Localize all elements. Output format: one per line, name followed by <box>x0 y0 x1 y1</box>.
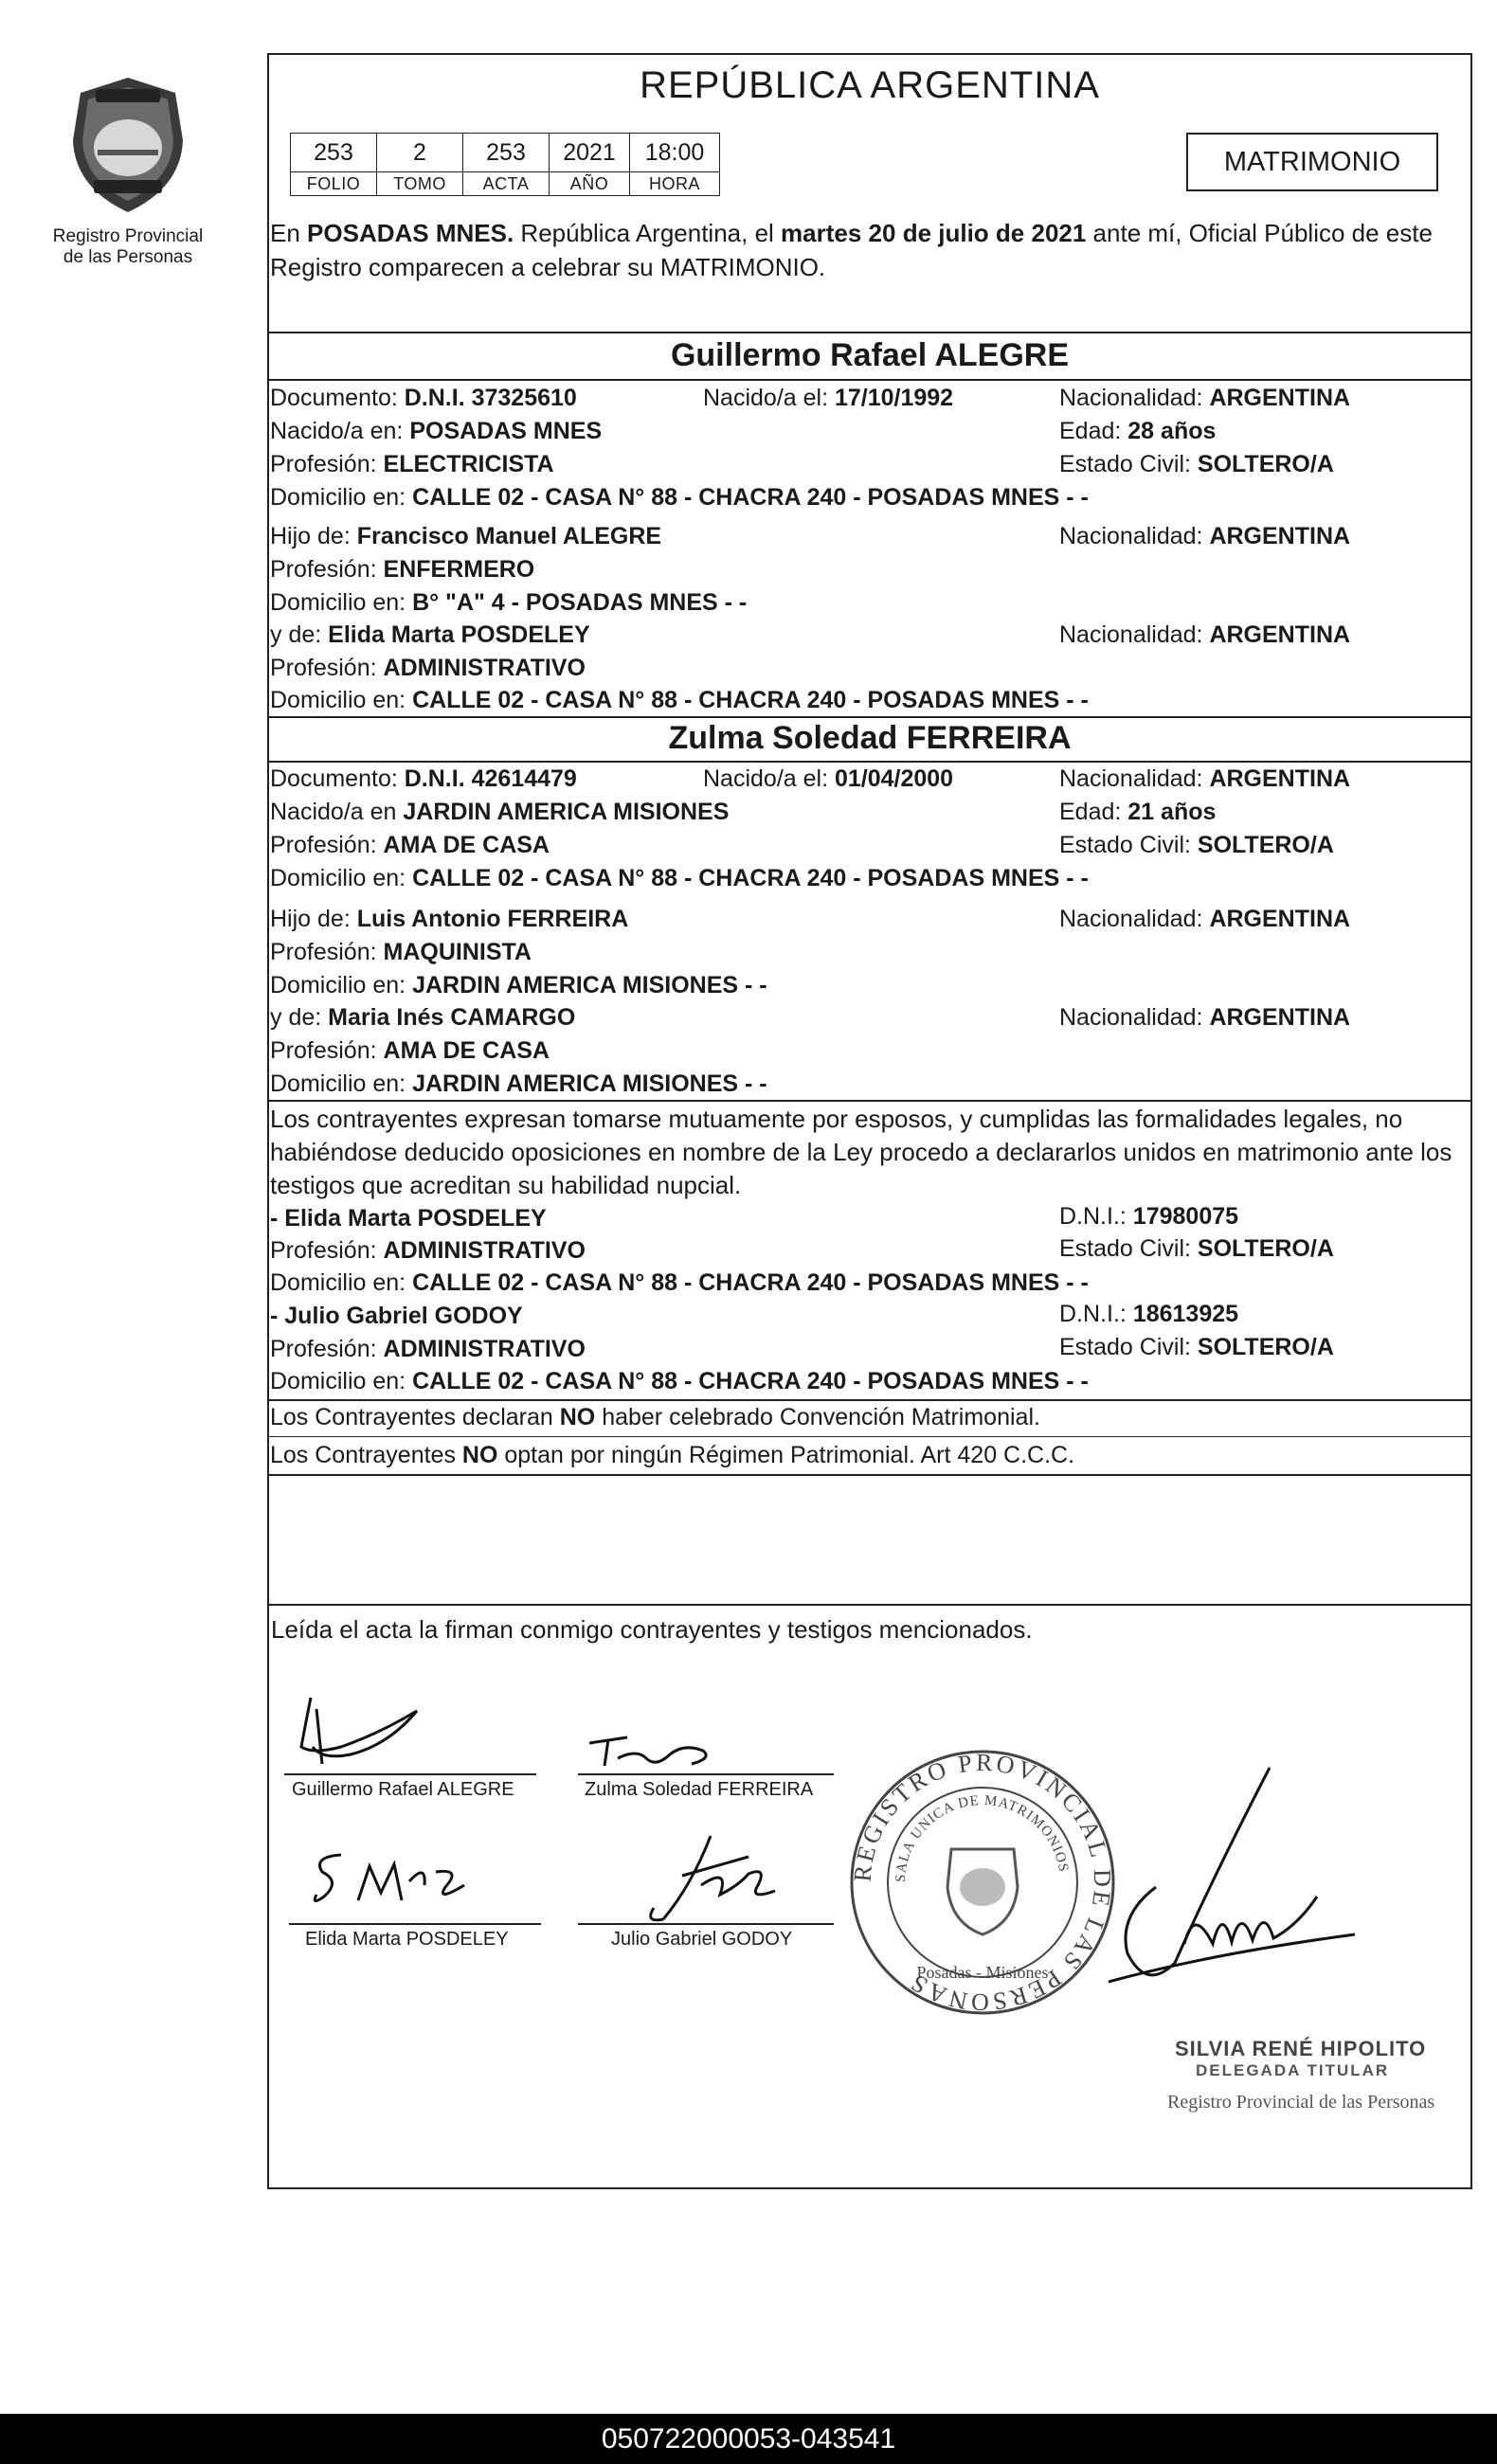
spouse-2-mother-domicilio: Domicilio en: JARDIN AMERICA MISIONES - - <box>270 1070 767 1097</box>
signature-official <box>1071 1764 1364 2001</box>
spouse-2-nacionalidad: Nacionalidad: ARGENTINA <box>1059 765 1351 792</box>
spouse-1-father-nacionalidad: Nacionalidad: ARGENTINA <box>1059 523 1351 549</box>
divider <box>267 1100 1472 1102</box>
page-title: REPÚBLICA ARGENTINA <box>640 64 1100 106</box>
spouse-1-mother-profesion: Profesión: ADMINISTRATIVO <box>270 655 586 681</box>
witness-1-name: - Elida Marta POSDELEY <box>270 1205 547 1232</box>
witness-2-estado-civil: Estado Civil: SOLTERO/A <box>1059 1334 1334 1360</box>
svg-text:Posadas - Misiones: Posadas - Misiones <box>916 1963 1049 1982</box>
witness-1-domicilio: Domicilio en: CALLE 02 - CASA N° 88 - CHACRA 240 - POSADAS MNES - - <box>270 1269 1089 1296</box>
spouse-1-name: Guillermo Rafael ALEGRE <box>670 337 1070 373</box>
spouse-2-mother-profesion: Profesión: AMA DE CASA <box>270 1037 550 1064</box>
acta-label: ACTA <box>463 172 550 196</box>
signature-bride <box>580 1730 722 1777</box>
spouse-2-father-profesion: Profesión: MAQUINISTA <box>270 939 532 965</box>
convention-line-2: Los Contrayentes NO optan por ningún Régimen Patrimonial. Art 420 C.C.C. <box>270 1442 1075 1468</box>
official-role: DELEGADA TITULAR <box>1196 2061 1390 2079</box>
spouse-2-nacido-el: Nacido/a el: 01/04/2000 <box>703 765 954 792</box>
signature-caption-groom: Guillermo Rafael ALEGRE <box>292 1779 514 1800</box>
spouse-1-mother-nacionalidad: Nacionalidad: ARGENTINA <box>1059 621 1351 648</box>
spouse-2-name: Zulma Soledad FERREIRA <box>668 720 1072 756</box>
spouse-2-father: Hijo de: Luis Antonio FERREIRA <box>270 906 629 932</box>
witness-1-estado-civil: Estado Civil: SOLTERO/A <box>1059 1235 1334 1262</box>
divider <box>267 1604 1472 1606</box>
declaration-paragraph: Los contrayentes expresan tomarse mutuamente por esposos, y cumplidas las formalidades legales, no habiéndose deducido oposiciones en nombre de la Ley procedo a declararlos unidos en matrimonio ante los testigos que acreditan su habilidad nupcial. <box>270 1105 1452 1199</box>
spouse-1-edad: Edad: 28 años <box>1059 418 1217 444</box>
signature-caption-witness-2: Julio Gabriel GODOY <box>611 1929 793 1950</box>
signature-caption-bride: Zulma Soledad FERREIRA <box>585 1779 814 1800</box>
signature-line <box>578 1773 834 1775</box>
witness-2-dni: D.N.I.: 18613925 <box>1059 1301 1239 1327</box>
logo-caption-line2: de las Personas <box>63 247 193 267</box>
spouse-1-nacido-en: Nacido/a en: POSADAS MNES <box>270 418 603 444</box>
spouse-1-father-profesion: Profesión: ENFERMERO <box>270 556 535 583</box>
convention-line-1: Los Contrayentes declaran NO haber celebrado Convención Matrimonial. <box>270 1404 1040 1430</box>
witness-1-profesion: Profesión: ADMINISTRATIVO <box>270 1237 586 1264</box>
spouse-1-profesion: Profesión: ELECTRICISTA <box>270 451 554 477</box>
spouse-2-father-nacionalidad: Nacionalidad: ARGENTINA <box>1059 906 1351 932</box>
spouse-2-father-domicilio: Domicilio en: JARDIN AMERICA MISIONES - - <box>270 972 767 998</box>
divider <box>267 1436 1472 1437</box>
folio-value: 253 <box>291 134 377 172</box>
svg-text:SALA UNICA DE MATRIMONIOS: SALA UNICA DE MATRIMONIOS <box>893 1792 1072 1883</box>
witness-2-domicilio: Domicilio en: CALLE 02 - CASA N° 88 - CHACRA 240 - POSADAS MNES - - <box>270 1368 1089 1394</box>
province-seal-icon <box>62 74 194 216</box>
tomo-label: TOMO <box>377 172 463 196</box>
svg-text:REGISTRO PROVINCIAL DE LAS PER: REGISTRO PROVINCIAL DE LAS PERSONAS <box>848 1748 1117 2017</box>
signature-line <box>578 1923 834 1925</box>
spouse-1-estado-civil: Estado Civil: SOLTERO/A <box>1059 451 1334 477</box>
closing-text: Leída el acta la firman conmigo contrayentes y testigos mencionados. <box>271 1615 1033 1644</box>
spouse-2-edad: Edad: 21 años <box>1059 799 1217 825</box>
record-table <box>290 133 720 196</box>
spouse-1-mother-domicilio: Domicilio en: CALLE 02 - CASA N° 88 - CHACRA 240 - POSADAS MNES - - <box>270 687 1089 713</box>
intro-paragraph: En POSADAS MNES. República Argentina, el martes 20 de julio de 2021 ante mí, Oficial Público de este Registro comparecen a celebrar su MATRIMONIO. <box>270 219 1433 281</box>
divider <box>267 1399 1472 1401</box>
spouse-1-domicilio: Domicilio en: CALLE 02 - CASA N° 88 - CHACRA 240 - POSADAS MNES - - <box>270 484 1089 511</box>
tomo-value: 2 <box>377 134 463 172</box>
spouse-1-documento: Documento: D.N.I. 37325610 <box>270 385 577 411</box>
spouse-2-domicilio: Domicilio en: CALLE 02 - CASA N° 88 - CHACRA 240 - POSADAS MNES - - <box>270 865 1089 891</box>
spouse-1-nacionalidad: Nacionalidad: ARGENTINA <box>1059 385 1351 411</box>
hora-label: HORA <box>630 172 720 196</box>
folio-label: FOLIO <box>291 172 377 196</box>
witness-2-name: - Julio Gabriel GODOY <box>270 1303 523 1329</box>
spouse-2-nacido-en: Nacido/a en JARDIN AMERICA MISIONES <box>270 799 730 825</box>
spouse-1-nacido-el: Nacido/a el: 17/10/1992 <box>703 385 954 411</box>
signature-groom <box>284 1688 455 1773</box>
official-name: SILVIA RENÉ HIPOLITO <box>1175 2037 1427 2060</box>
official-office: Registro Provincial de las Personas <box>1167 2092 1435 2113</box>
document-code-bar: 050722000053-043541 <box>0 2414 1497 2464</box>
registry-logo <box>38 74 218 268</box>
acta-value: 253 <box>463 134 550 172</box>
divider <box>267 761 1472 763</box>
signature-witness-1 <box>303 1844 483 1919</box>
hora-value: 18:00 <box>630 134 720 172</box>
signature-witness-2 <box>606 1828 796 1933</box>
witness-1-dni: D.N.I.: 17980075 <box>1059 1203 1239 1230</box>
divider <box>267 1474 1472 1476</box>
spouse-2-mother: y de: Maria Inés CAMARGO <box>270 1004 576 1031</box>
spouse-2-documento: Documento: D.N.I. 42614479 <box>270 765 577 792</box>
spouse-2-estado-civil: Estado Civil: SOLTERO/A <box>1059 832 1334 858</box>
divider <box>267 716 1472 718</box>
anio-value: 2021 <box>550 134 630 172</box>
act-type-box: MATRIMONIO <box>1186 133 1438 191</box>
signature-caption-witness-1: Elida Marta POSDELEY <box>305 1929 509 1950</box>
witness-2-profesion: Profesión: ADMINISTRATIVO <box>270 1336 586 1362</box>
anio-label: AÑO <box>550 172 630 196</box>
divider <box>267 379 1472 381</box>
spouse-2-mother-nacionalidad: Nacionalidad: ARGENTINA <box>1059 1004 1351 1031</box>
divider <box>267 332 1472 333</box>
signature-line <box>284 1773 536 1775</box>
spouse-1-mother: y de: Elida Marta POSDELEY <box>270 621 590 648</box>
spouse-2-profesion: Profesión: AMA DE CASA <box>270 832 550 858</box>
spouse-1-father: Hijo de: Francisco Manuel ALEGRE <box>270 523 662 549</box>
spouse-1-father-domicilio: Domicilio en: B° "A" 4 - POSADAS MNES - - <box>270 589 748 616</box>
signature-line <box>289 1923 541 1925</box>
logo-caption-line1: Registro Provincial <box>52 226 204 246</box>
